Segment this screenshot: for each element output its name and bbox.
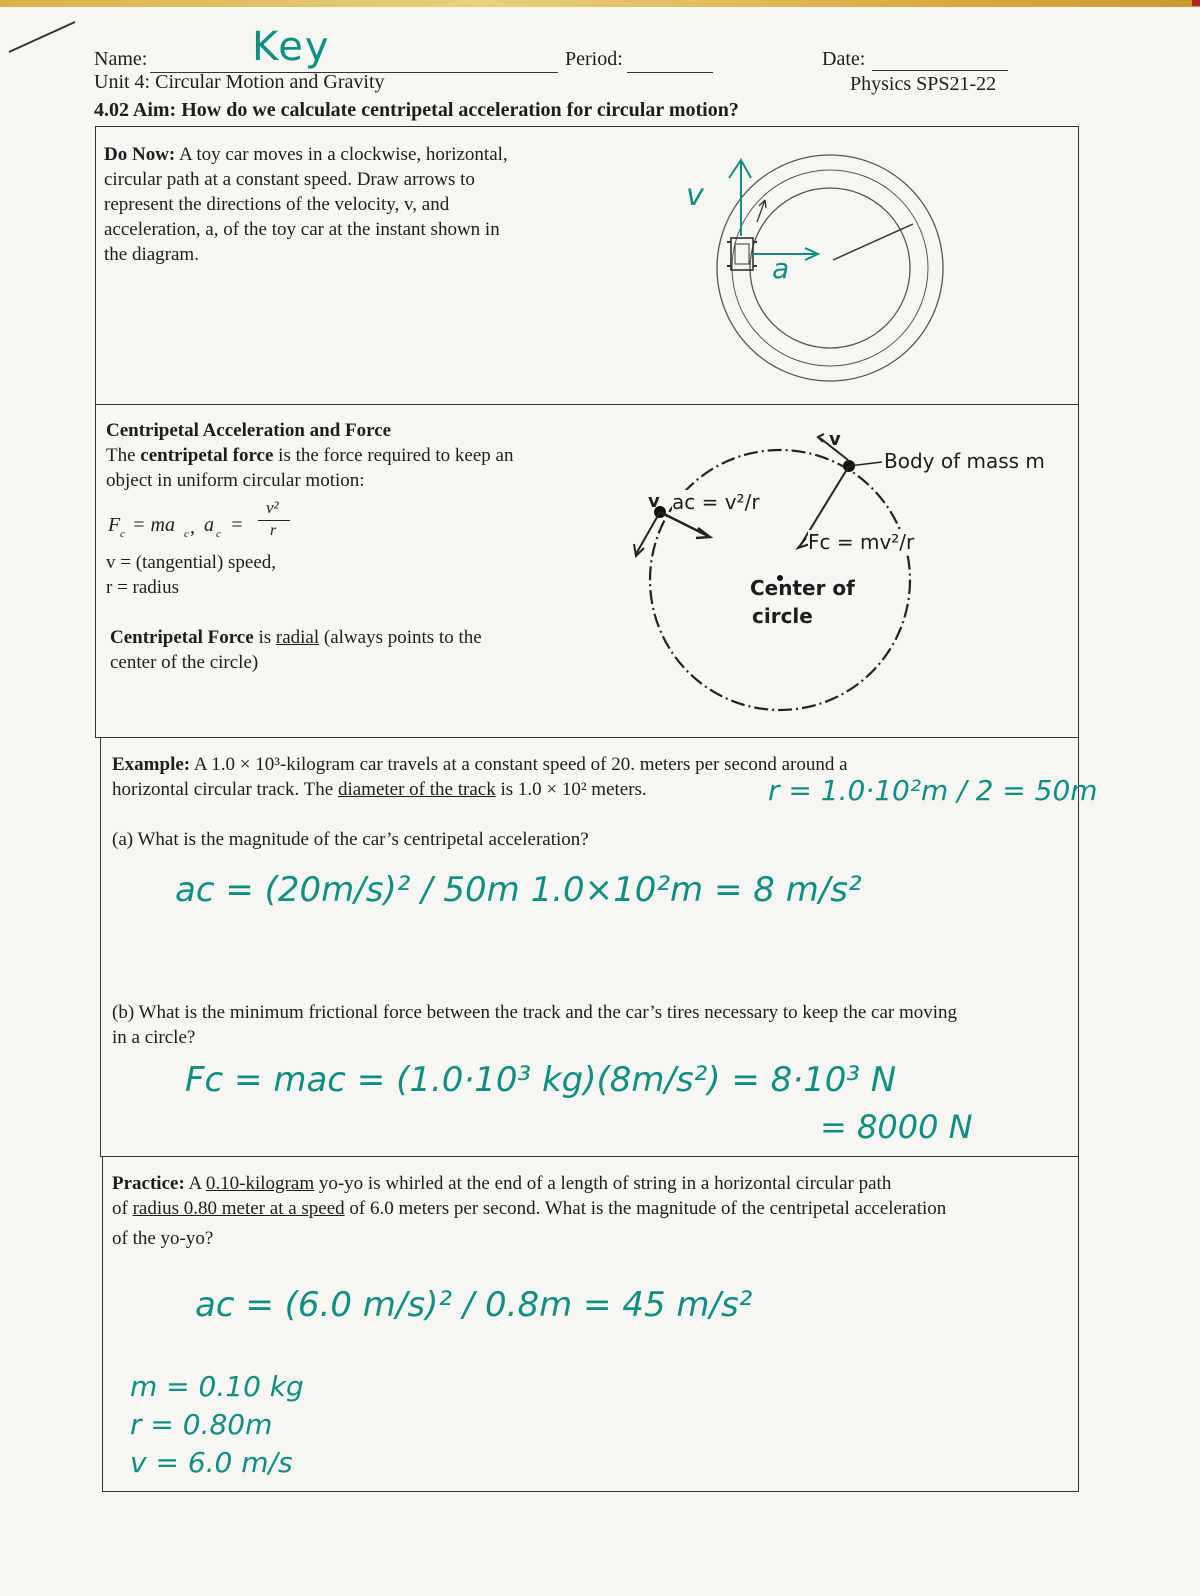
example-label: Example: [112, 754, 191, 775]
def-r: r = radius [106, 577, 179, 598]
paper-edge-mark [1192, 0, 1200, 6]
unit-title: Unit 4: Circular Motion and Gravity [94, 71, 385, 93]
radial-line-2: center of the circle) [110, 652, 259, 673]
course-title: Physics SPS21-22 [850, 73, 997, 95]
center-label-2: circle [752, 604, 813, 628]
practice-work-handwritten: ac = (6.0 m/s)² / 0.8m = 45 m/s² [195, 1285, 753, 1325]
ac-arrow [660, 512, 708, 536]
do-now-line-3: represent the directions of the velocity, v, and [104, 194, 450, 215]
practice-line-1: Practice: A 0.10-kilogram yo-yo is whirled at the end of a length of string in a horizontal circular path [112, 1173, 892, 1194]
work-b-handwritten-2: = 8000 N [820, 1108, 973, 1146]
name-label: Name: [94, 48, 148, 70]
track-outer-circle [717, 155, 943, 381]
ac-formula-label: ac = v²/r [672, 490, 760, 514]
do-now-line-4: acceleration, a, of the toy car at the instant shown in [104, 219, 500, 240]
track-diagram [705, 148, 955, 398]
practice-label: Practice: [112, 1173, 185, 1194]
name-handwritten: Key [252, 24, 331, 70]
do-now-line-2: circular path at a constant speed. Draw arrows to [104, 169, 475, 190]
given-speed-handwritten: v = 6.0 m/s [130, 1446, 293, 1479]
question-b-line-2: in a circle? [112, 1027, 196, 1048]
date-label: Date: [822, 48, 866, 70]
given-mass-handwritten: m = 0.10 kg [130, 1370, 304, 1403]
example-line-1: Example: A 1.0 × 10³-kilogram car travels at a constant speed of 20. meters per second around a [112, 754, 848, 775]
do-now-line-1: Do Now: A toy car moves in a clockwise, horizontal, [104, 144, 508, 165]
track-middle-circle [732, 170, 928, 366]
example-line-2: horizontal circular track. The diameter of the track is 1.0 × 10² meters. [112, 779, 647, 800]
do-now-line-5: the diagram. [104, 244, 199, 265]
acceleration-handwritten-label: a [772, 252, 790, 285]
velocity-handwritten-label: v [686, 178, 704, 213]
toy-car-icon [727, 238, 757, 270]
paper-edge [0, 0, 1200, 7]
work-b-handwritten-1: Fc = mac = (1.0·10³ kg)(8m/s²) = 8·10³ N [185, 1060, 897, 1100]
fc-formula-label: Fc = mv²/r [808, 530, 915, 554]
do-now-label: Do Now: [104, 144, 176, 165]
practice-line-2: of radius 0.80 meter at a speed of 6.0 meters per second. What is the magnitude of the centripetal acceleration [112, 1198, 947, 1219]
question-a: (a) What is the magnitude of the car’s centripetal acceleration? [112, 829, 589, 850]
center-label-1: Center of [750, 576, 855, 600]
v-top-label: v [829, 429, 841, 450]
v-left-arrow [636, 512, 660, 554]
centripetal-title: Centripetal Acceleration and Force [106, 420, 392, 441]
radius-line [833, 224, 913, 260]
period-label: Period: [565, 48, 623, 70]
def-v: v = (tangential) speed, [106, 552, 277, 573]
practice-line-3: of the yo-yo? [112, 1228, 214, 1249]
date-line [872, 70, 1008, 71]
radius-work-handwritten: r = 1.0·10²m / 2 = 50m [768, 774, 1098, 807]
radial-line-1: Centripetal Force is radial (always points to the [110, 627, 482, 648]
aim-title: 4.02 Aim: How do we calculate centripetal acceleration for circular motion? [94, 99, 739, 121]
centripetal-intro-2: object in uniform circular motion: [106, 470, 365, 491]
centripetal-intro-1: The centripetal force is the force required to keep an [106, 445, 514, 466]
given-radius-handwritten: r = 0.80m [130, 1408, 273, 1441]
v-left-label: v [648, 491, 660, 512]
period-line [627, 72, 713, 73]
centripetal-formula: F c = ma c , a c = v² r [108, 496, 308, 546]
work-a-handwritten: ac = (20m/s)² / 50m 1.0×10²m = 8 m/s² [175, 870, 862, 910]
stray-pen-mark [5, 18, 85, 58]
question-b-line-1: (b) What is the minimum frictional force between the track and the car’s tires necessary to keep the car moving [112, 1002, 958, 1023]
body-of-mass-label: Body of mass m [884, 449, 1045, 473]
